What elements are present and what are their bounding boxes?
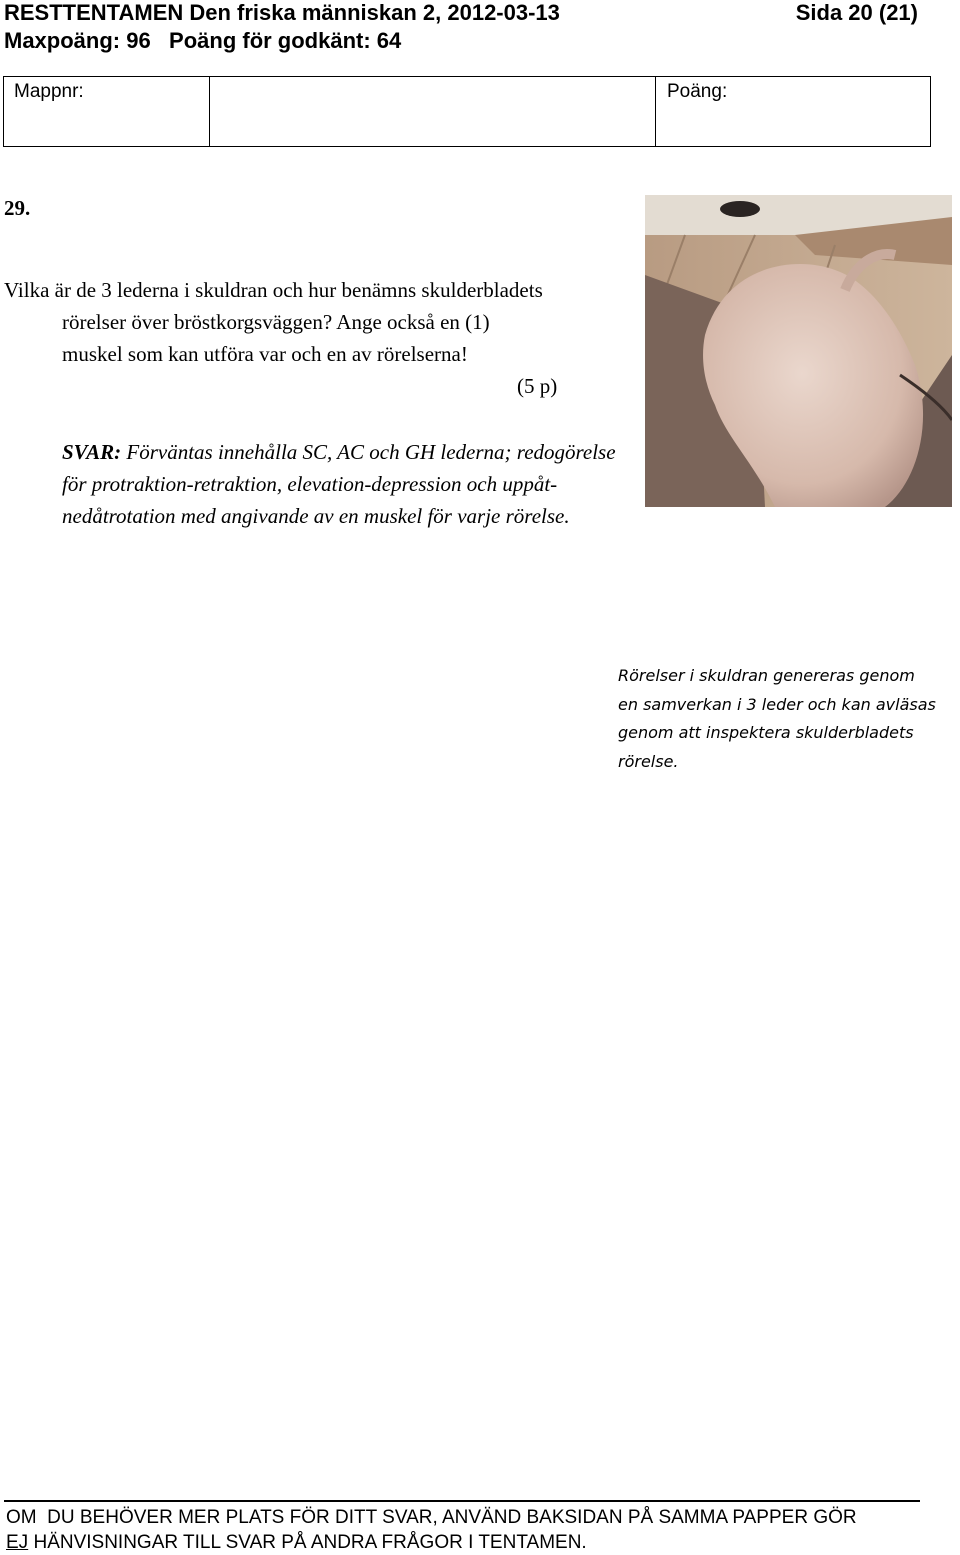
footer-notice	[6, 1505, 926, 1555]
mappnr-label: Mappnr:	[14, 81, 84, 102]
mappnr-cell	[4, 77, 210, 146]
question-line-1: Vilka är de 3 lederna i skuldran och hur benämns skulderbladets	[4, 278, 543, 302]
question-number: 29.	[4, 196, 31, 220]
points-label: Poäng:	[667, 81, 728, 102]
mappnr-value-cell	[209, 77, 656, 146]
question-line-2: rörelser över bröstkorgsväggen? Ange också en (1)	[62, 310, 490, 334]
image-caption: Rörelser i skuldran genereras genom en samverkan i 3 leder och kan avläsas genom att inspektera skulderbladets rörelse.	[618, 666, 936, 771]
footer-line-1: OM DU BEHÖVER MER PLATS FÖR DITT SVAR, ANVÄND BAKSIDAN PÅ SAMMA PAPPER GÖR	[6, 1507, 857, 1528]
footer-divider	[4, 1500, 920, 1502]
question-points: (5 p)	[517, 374, 558, 398]
footer-ej: EJ	[6, 1532, 29, 1553]
question-line-3: muskel som kan utföra var och en av rörelserna!	[62, 342, 468, 366]
score-table	[3, 76, 931, 147]
shoulder-photo	[645, 195, 952, 507]
document-title: RESTTENTAMEN Den friska människan 2, 2012-03-13	[4, 0, 560, 25]
answer-label: SVAR:	[62, 440, 122, 464]
max-points: Maxpoäng: 96 Poäng för godkänt: 64	[4, 28, 402, 53]
footer-line-2	[6, 1530, 926, 1555]
footer-line-2-rest: HÄNVISNINGAR TILL SVAR PÅ ANDRA FRÅGOR I TENTAMEN.	[28, 1532, 587, 1553]
answer-text: Förväntas innehålla SC, AC och GH lederna; redogörelse för protraktion-retraktion, elevation-depression och uppåt-nedåtrotation med angivande av en muskel för varje rörelse.	[62, 440, 616, 528]
page-number: Sida 20 (21)	[795, 0, 918, 25]
answer-block	[62, 436, 632, 532]
